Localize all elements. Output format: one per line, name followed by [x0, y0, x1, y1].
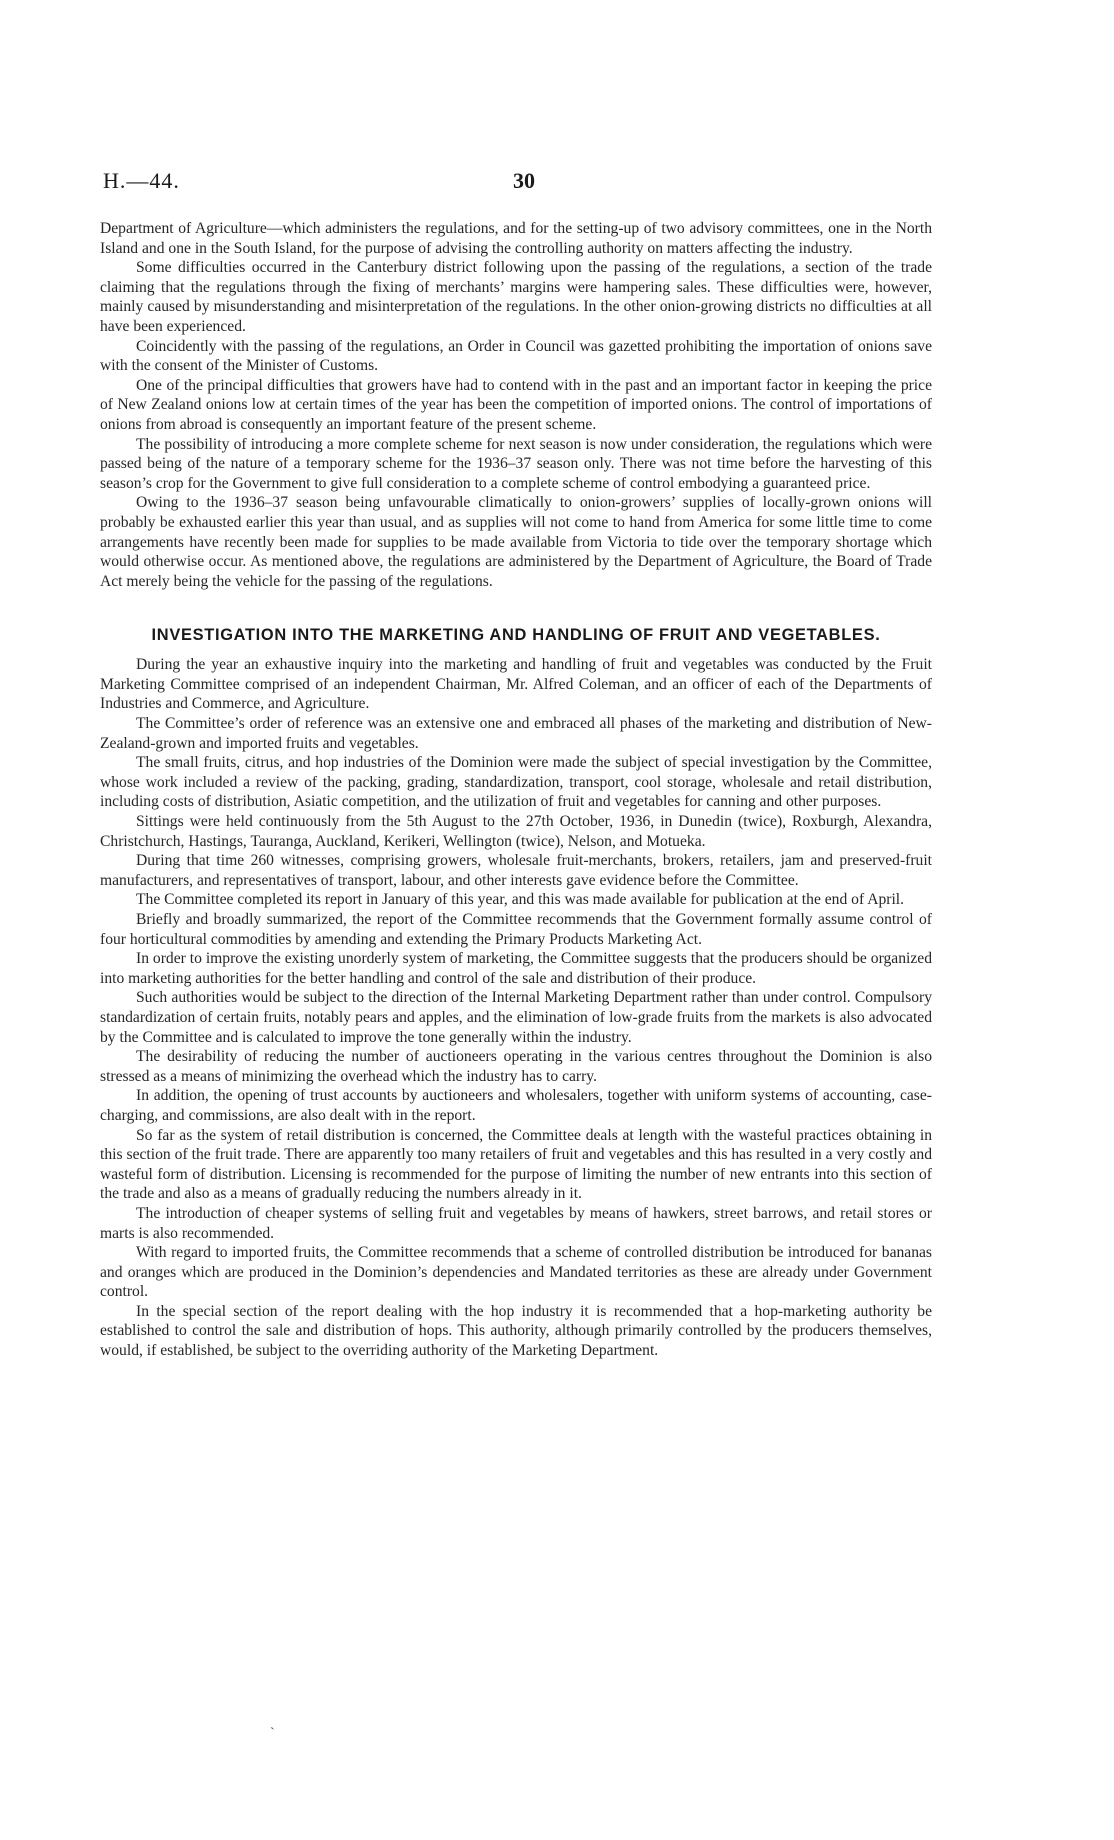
paragraph: So far as the system of retail distribution is concerned, the Committee deals at length with the wasteful practices obtaining in this section of the fruit trade. There are apparently too many retailers of fruit and vegetables and this has resulted in a very costly and wasteful form of distribution. Licensing is recommended for the purpose of limiting the number of new entrants into this section of the trade and also as a means of gradually reducing the numbers already in it.: [100, 1126, 932, 1203]
paragraph: The desirability of reducing the number of auctioneers operating in the various centres throughout the Dominion is also stressed as a means of minimizing the overhead which the industry has to carry.: [100, 1048, 932, 1085]
paragraph: Department of Agriculture—which administers the regulations, and for the setting-up of two advisory committees, one in the North Island and one in the South Island, for the purpose of advising the controlling authority on matters affecting the industry.: [100, 220, 932, 257]
paragraph: In the special section of the report dealing with the hop industry it is recommended that a hop-marketing authority be established to control the sale and distribution of hops. This authority, although primarily controlled by the producers themselves, would, if established, be subject to the overriding authority of the Marketing Department.: [100, 1302, 932, 1360]
paragraph: Some difficulties occurred in the Canterbury district following upon the passing of the regulations, a section of the trade claiming that the regulations through the fixing of merchants’ margins were hampering sales. These difficulties were, however, mainly caused by misunderstanding and misinterpretation of the regulations. In the other onion-growing districts no difficulties at all have been experienced.: [100, 259, 932, 335]
onion-regulations-section: [100, 219, 932, 591]
paragraph: In order to improve the existing unorderly system of marketing, the Committee suggests that the producers should be organized into marketing authorities for the better handling and control of the sale and distribution of their produce.: [100, 950, 932, 987]
paragraph: Such authorities would be subject to the direction of the Internal Marketing Department rather than under control. Compulsory standardization of certain fruits, notably pears and apples, and the elimination of low-grade fruits from the markets is also advocated by the Committee and is calculated to improve the tone generally within the industry.: [100, 989, 932, 1046]
page-header: [103, 168, 1011, 202]
section-heading: INVESTIGATION INTO THE MARKETING AND HANDLING OF FRUIT AND VEGETABLES.: [151, 626, 881, 645]
paragraph: The introduction of cheaper systems of selling fruit and vegetables by means of hawkers, street barrows, and retail stores or marts is also recommended.: [100, 1204, 932, 1242]
paragraph: The possibility of introducing a more complete scheme for next season is now under consideration, the regulations which were passed being of the nature of a temporary scheme for the 1936–37 season only. There was not time before the harvesting of this season’s crop for the Government to give full consideration to a complete scheme of control embodying a guaranteed price.: [100, 435, 932, 492]
stray-mark: ˴: [270, 1720, 275, 1735]
paragraph: Coincidently with the passing of the regulations, an Order in Council was gazetted prohibiting the importation of onions save with the consent of the Minister of Customs.: [100, 337, 932, 375]
paragraph: The Committee’s order of reference was an extensive one and embraced all phases of the marketing and distribution of New-Zealand-grown and imported fruits and vegetables.: [100, 715, 932, 752]
paragraph: During the year an exhaustive inquiry into the marketing and handling of fruit and vegetables was conducted by the Fruit Marketing Committee comprised of an independent Chairman, Mr. Alfred Coleman, and an officer of each of the Departments of Industries and Commerce, and Agriculture.: [100, 656, 932, 713]
paragraph: One of the principal difficulties that growers have had to contend with in the past and an important factor in keeping the price of New Zealand onions low at certain times of the year has been the competition of imported onions. The control of importations of onions from abroad is consequently an important feature of the present scheme.: [100, 376, 932, 433]
paragraph: Sittings were held continuously from the 5th August to the 27th October, 1936, in Dunedin (twice), Roxburgh, Alexandra, Christchurch, Hastings, Tauranga, Auckland, Kerikeri, Wellington (twice), Nelson, and Motueka.: [100, 813, 932, 850]
paragraph: In addition, the opening of trust accounts by auctioneers and wholesalers, together with uniform systems of accounting, case-charging, and commissions, are also dealt with in the report.: [100, 1087, 932, 1124]
document-reference: H.—44.: [103, 168, 180, 193]
paragraph: Owing to the 1936–37 season being unfavourable climatically to onion-growers’ supplies of locally-grown onions will probably be exhausted earlier this year than usual, and as supplies will not come to hand from America for some little time to come arrangements have recently been made for supplies to be made available from Victoria to tide over the temporary shortage which would otherwise occur. As mentioned above, the regulations are administered by the Department of Agriculture, the Board of Trade Act merely being the vehicle for the passing of the regulations.: [100, 494, 932, 590]
paragraph: Briefly and broadly summarized, the report of the Committee recommends that the Government formally assume control of four horticultural commodities by amending and extending the Primary Products Marketing Act.: [100, 911, 932, 948]
fruit-marketing-section: [100, 655, 932, 1360]
paragraph: During that time 260 witnesses, comprising growers, wholesale fruit-merchants, brokers, retailers, jam and preserved-fruit manufacturers, and representatives of transport, labour, and other interests gave evidence before the Committee.: [100, 852, 932, 889]
paragraph: The small fruits, citrus, and hop industries of the Dominion were made the subject of special investigation by the Committee, whose work included a review of the packing, grading, standardization, transport, cool storage, wholesale and retail distribution, including costs of distribution, Asiatic competition, and the utilization of fruit and vegetables for canning and other purposes.: [100, 754, 932, 811]
page-number: 30: [513, 168, 535, 193]
document-body: [100, 219, 932, 1361]
paragraph: With regard to imported fruits, the Committee recommends that a scheme of controlled distribution be introduced for bananas and oranges which are produced in the Dominion’s dependencies and Mandated territories as these are already under Government control.: [100, 1244, 932, 1301]
paragraph: The Committee completed its report in January of this year, and this was made available for publication at the end of April.: [136, 891, 905, 909]
